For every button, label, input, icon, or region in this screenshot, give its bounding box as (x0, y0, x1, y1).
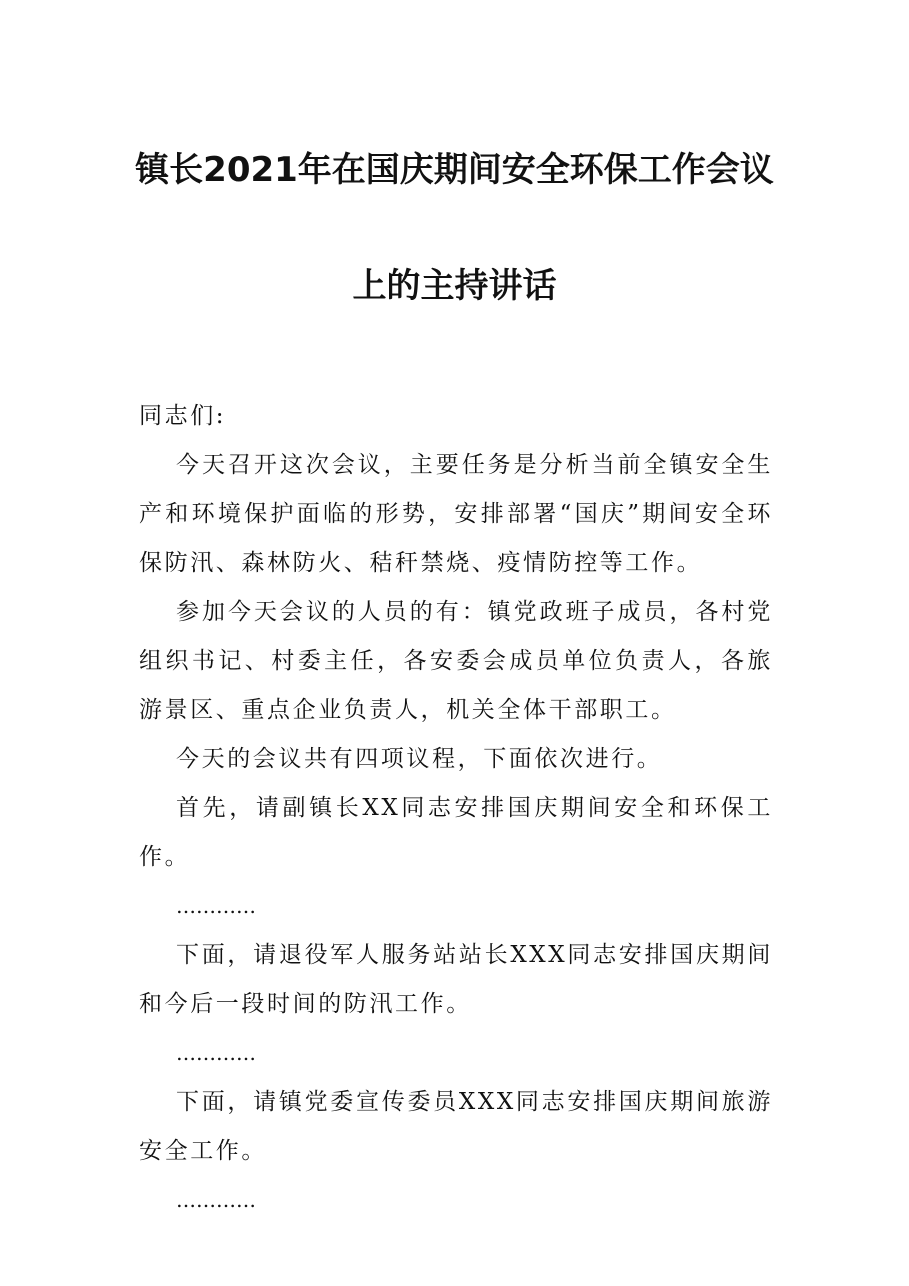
salutation: 同志们: (139, 403, 227, 429)
paragraph-item-1: 首先，请副镇长XX同志安排国庆期间安全和环保工作。 (139, 795, 773, 870)
document-body (139, 392, 773, 1225)
paragraph-item-2: 下面，请退役军人服务站站长XXX同志安排国庆期间和今后一段时间的防汛工作。 (139, 942, 773, 1017)
ellipsis-2: ………… (176, 1041, 256, 1065)
ellipsis-3: ………… (176, 1188, 256, 1212)
paragraph-opening: 今天召开这次会议，主要任务是分析当前全镇安全生产和环境保护面临的形势，安排部署“国庆”期间安全环保防汛、森林防火、秸秆禁烧、疫情防控等工作。 (139, 452, 773, 576)
paragraph-agenda: 今天的会议共有四项议程，下面依次进行。 (176, 746, 663, 772)
paragraph-attendees: 参加今天会议的人员的有：镇党政班子成员，各村党组织书记、村委主任，各安委会成员单位负责人，各旅游景区、重点企业负责人，机关全体干部职工。 (139, 599, 773, 723)
document-title-line-2: 上的主持讲话 (352, 266, 557, 306)
ellipsis-1: ………… (176, 894, 256, 918)
paragraph-item-3: 下面，请镇党委宣传委员XXX同志安排国庆期间旅游安全工作。 (139, 1089, 773, 1164)
document-title-line-1: 镇长2021年在国庆期间安全环保工作会议 (135, 150, 774, 190)
